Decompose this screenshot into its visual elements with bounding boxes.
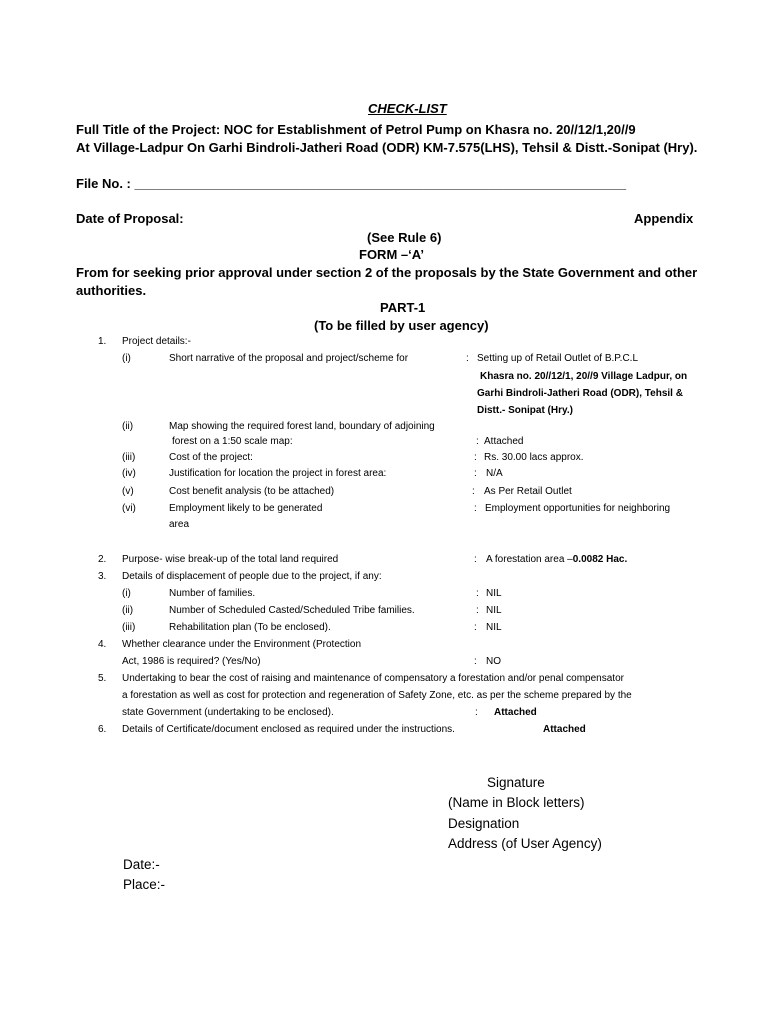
item-3-iii-label: Rehabilitation plan (To be enclosed). (169, 622, 331, 633)
item-3-ii-label: Number of Scheduled Casted/Scheduled Tribe families. (169, 605, 415, 616)
item-2-value (486, 554, 627, 565)
item-1-v-colon: : (472, 486, 475, 497)
item-3-iii-colon: : (474, 622, 477, 633)
item-2-value-text: A forestation area – (486, 554, 573, 565)
item-1-ii-label: Map showing the required forest land, boundary of adjoining (169, 421, 435, 432)
date-label: Date:- (123, 857, 160, 872)
item-1-i-label: Short narrative of the proposal and project/scheme for (169, 353, 409, 364)
item-5-line3: state Government (undertaking to be enclosed). (122, 707, 334, 718)
item-1-vi-roman: (vi) (122, 503, 136, 514)
item-1-iv-roman: (iv) (122, 468, 136, 479)
item-3-i-label: Number of families. (169, 588, 256, 599)
item-2-colon: : (474, 554, 477, 565)
item-6-label: Details of Certificate/document enclosed as required under the instructions. (122, 724, 455, 735)
part-subtitle: (To be filled by user agency) (314, 318, 489, 333)
item-1-i-colon: : (466, 353, 469, 364)
item-2-number: 2. (98, 554, 107, 565)
item-6-value: Attached (543, 724, 586, 735)
item-3-iii-value: NIL (486, 622, 502, 633)
item-1-ii-roman: (ii) (122, 421, 134, 432)
item-2-label: Purpose- wise break-up of the total land required (122, 554, 339, 565)
item-1-vi-value: Employment opportunities for neighboring (485, 503, 671, 514)
item-1-v-value: As Per Retail Outlet (484, 486, 572, 497)
form-description-line1: From for seeking prior approval under section 2 of the proposals by the State Government and other (76, 265, 698, 280)
item-1-label: Project details:- (122, 336, 191, 347)
item-1-ii-value: Attached (484, 436, 524, 447)
item-2-value-area: 0.0082 Hac. (572, 554, 628, 565)
item-3-number: 3. (98, 571, 107, 582)
see-rule: (See Rule 6) (367, 230, 442, 245)
item-5-line1: Undertaking to bear the cost of raising and maintenance of compensatory a forestation and/or penal compensator (122, 673, 624, 684)
signature-label: Signature (487, 775, 545, 790)
project-title-line1: Full Title of the Project: NOC for Establishment of Petrol Pump on Khasra no. 20//12/1,20//9 (76, 122, 636, 137)
item-3-iii-roman: (iii) (122, 622, 136, 633)
item-4-number: 4. (98, 639, 107, 650)
appendix-label: Appendix (634, 211, 694, 226)
item-3-label: Details of displacement of people due to the project, if any: (122, 571, 382, 582)
item-6-number: 6. (98, 724, 107, 735)
item-3-ii-value: NIL (486, 605, 502, 616)
item-5-line2: a forestation as well as cost for protection and regeneration of Safety Zone, etc. as per the scheme prepared by the (122, 690, 632, 701)
item-1-iii-roman: (iii) (122, 452, 136, 463)
item-1-iv-colon: : (474, 468, 477, 479)
item-1-vi-colon: : (474, 503, 477, 514)
item-1-i-value-extra-2: Garhi Bindroli-Jatheri Road (ODR), Tehsil & (477, 388, 683, 399)
item-4-value: NO (486, 656, 501, 667)
part-label: PART-1 (380, 300, 426, 315)
item-1-iv-value: N/A (486, 468, 503, 479)
item-1-iv-label: Justification for location the project in forest area: (169, 468, 387, 479)
item-1-i-roman: (i) (122, 353, 131, 364)
item-3-i-value: NIL (486, 588, 502, 599)
item-1-number: 1. (98, 336, 107, 347)
item-3-ii-roman: (ii) (122, 605, 134, 616)
item-1-iii-label: Cost of the project: (169, 452, 253, 463)
date-of-proposal: Date of Proposal: (76, 211, 184, 226)
signature-name-label: (Name in Block letters) (448, 795, 585, 810)
form-label: FORM –‘A’ (359, 247, 425, 262)
item-1-i-value-extra-3: Distt.- Sonipat (Hry.) (477, 405, 573, 416)
place-label: Place:- (123, 877, 166, 892)
item-3-i-colon: : (476, 588, 479, 599)
item-1-i-value: Setting up of Retail Outlet of B.P.C.L (477, 353, 639, 364)
item-3-ii-colon: : (476, 605, 479, 616)
file-number: File No. : ____________________________________________________________________ (76, 176, 627, 191)
item-1-iii-value: Rs. 30.00 lacs approx. (484, 452, 584, 463)
item-4-label-2: Act, 1986 is required? (Yes/No) (122, 656, 261, 667)
item-1-ii-colon: : (476, 436, 479, 447)
item-1-i-value-extra-1: Khasra no. 20//12/1, 20//9 Village Ladpur, on (480, 371, 688, 382)
item-4-colon: : (474, 656, 477, 667)
signature-address-label: Address (of User Agency) (448, 836, 602, 851)
item-1-ii-label-2: forest on a 1:50 scale map: (172, 436, 293, 447)
item-1-v-roman: (v) (122, 486, 134, 497)
item-1-iii-colon: : (474, 452, 477, 463)
item-5-number: 5. (98, 673, 107, 684)
signature-designation-label: Designation (448, 816, 520, 831)
item-1-v-label: Cost benefit analysis (to be attached) (169, 486, 335, 497)
project-title-line2: At Village-Ladpur On Garhi Bindroli-Jatheri Road (ODR) KM-7.575(LHS), Tehsil & Distt.-Sonipat (Hry). (76, 140, 698, 155)
item-3-i-roman: (i) (122, 588, 131, 599)
item-5-colon: : (475, 707, 478, 718)
checklist-title: CHECK-LIST (368, 101, 447, 116)
item-4-label: Whether clearance under the Environment (Protection (122, 639, 362, 650)
item-5-value: Attached (494, 707, 537, 718)
form-description-line2: authorities. (76, 283, 147, 298)
item-1-vi-label-2: area (169, 519, 190, 530)
item-1-vi-label: Employment likely to be generated (169, 503, 323, 514)
